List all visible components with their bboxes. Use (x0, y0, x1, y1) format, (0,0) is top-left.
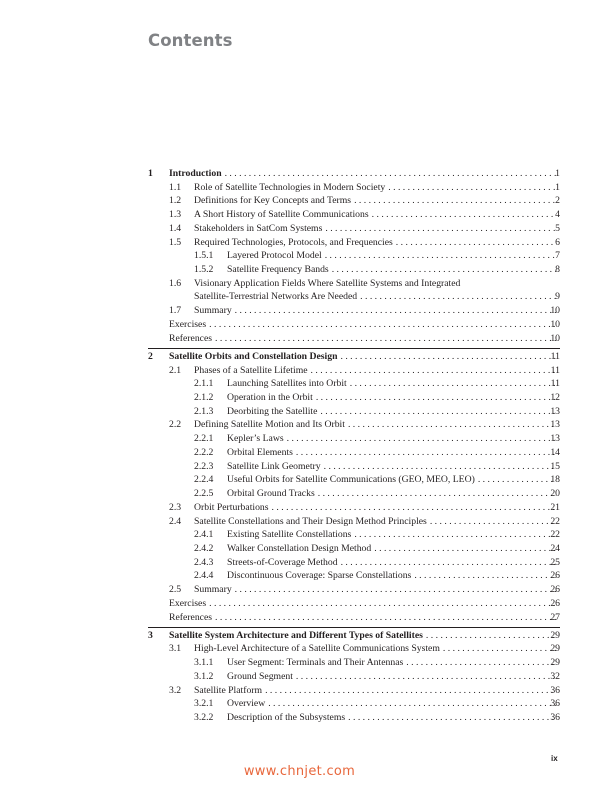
toc-entry[interactable] (0, 697, 599, 711)
toc-entry-page: 27 (550, 611, 560, 623)
dot-leader (320, 405, 556, 419)
toc-entry[interactable] (0, 391, 599, 405)
dot-leader (209, 318, 556, 332)
toc-entry-title: Required Technologies, Protocols, and Frequencies (194, 236, 393, 248)
toc-entry-number: 2.5 (169, 584, 182, 596)
toc-entry[interactable] (0, 405, 599, 419)
toc-entry-number: 2.1 (169, 364, 182, 376)
toc-entry[interactable] (0, 277, 599, 291)
toc-entry-number: 3.1.2 (194, 670, 214, 682)
toc-entry-number: 3.2.1 (194, 698, 214, 710)
dot-leader (287, 432, 556, 446)
toc-entry-title: References (169, 332, 213, 344)
toc-entry[interactable] (0, 208, 599, 222)
dot-leader (265, 684, 556, 698)
toc-entry[interactable] (0, 236, 599, 250)
toc-entry-title: Definitions for Key Concepts and Terms (194, 195, 352, 207)
dot-leader (215, 332, 556, 346)
toc-entry-number: 2.1.3 (194, 405, 214, 417)
toc-entry-title: A Short History of Satellite Communications (194, 209, 369, 221)
toc-entry-page: 25 (550, 556, 560, 568)
toc-entry-number: 1.5.1 (194, 250, 214, 262)
toc-chapter-entry[interactable] (0, 167, 599, 181)
dot-leader (235, 583, 556, 597)
toc-entry[interactable] (0, 711, 599, 725)
toc-entry-page: 10 (550, 332, 560, 344)
toc-entry-number: 3 (148, 629, 153, 641)
toc-entry[interactable] (0, 364, 599, 378)
toc-entry-title: Orbital Elements (227, 446, 293, 458)
toc-entry-page: 4 (555, 209, 560, 221)
toc-entry-page: 26 (550, 597, 560, 609)
toc-entry-number: 2.3 (169, 501, 182, 513)
toc-entry-number: 1.4 (169, 222, 182, 234)
dot-leader (311, 364, 556, 378)
toc-entry-page: 5 (555, 222, 560, 234)
toc-entry[interactable] (0, 670, 599, 684)
toc-entry[interactable] (0, 432, 599, 446)
dot-leader (324, 460, 556, 474)
toc-entry-title: Satellite-Terrestrial Networks Are Needed (194, 291, 358, 303)
toc-entry[interactable] (0, 583, 599, 597)
dot-leader (332, 263, 556, 277)
toc-entry-page: 13 (550, 405, 560, 417)
toc-entry-title: Introduction (169, 168, 222, 179)
dot-leader (348, 418, 556, 432)
toc-entry-page: 22 (550, 529, 560, 541)
toc-entry[interactable] (0, 473, 599, 487)
toc-entry[interactable] (0, 656, 599, 670)
toc-entry-title: User Segment: Terminals and Their Antennas (227, 657, 404, 669)
dot-leader (443, 642, 556, 656)
toc-entry-page: 13 (550, 433, 560, 445)
toc-entry[interactable] (0, 556, 599, 570)
dot-leader (296, 446, 556, 460)
toc-entry-title: Orbit Perturbations (194, 501, 269, 513)
toc-entry-page: 24 (550, 542, 560, 554)
toc-entry-number: 2.1.2 (194, 392, 214, 404)
toc-entry-number: 3.1 (169, 643, 182, 655)
toc-entry-number: 2.4.4 (194, 570, 214, 582)
dot-leader (406, 656, 556, 670)
toc-entry-title: Stakeholders in SatCom Systems (194, 222, 323, 234)
toc-entry-page: 11 (550, 350, 560, 362)
toc-entry[interactable] (0, 460, 599, 474)
toc-entry-page: 29 (550, 643, 560, 655)
toc-entry-page: 12 (550, 392, 560, 404)
toc-entry[interactable] (0, 263, 599, 277)
dot-leader (235, 304, 556, 318)
toc-entry-number: 2.2.5 (194, 488, 214, 500)
toc-entry-number: 2.4.3 (194, 556, 214, 568)
page-number: ix (551, 754, 558, 763)
toc-entry-title: Role of Satellite Technologies in Modern Society (194, 181, 386, 193)
dot-leader (430, 515, 556, 529)
toc-entry-title: Defining Satellite Motion and Its Orbit (194, 419, 345, 431)
toc-entry-page: 11 (550, 364, 560, 376)
dot-leader (372, 208, 556, 222)
toc-entry-title: Walker Constellation Design Method (227, 542, 372, 554)
toc-entry-page: 10 (550, 305, 560, 317)
toc-entry-title: Exercises (169, 597, 207, 609)
toc-entry[interactable] (0, 501, 599, 515)
dot-leader (209, 597, 556, 611)
toc-entry-page: 6 (555, 236, 560, 248)
toc-entry-title: Summary (194, 584, 232, 596)
toc-entry[interactable] (0, 377, 599, 391)
toc-entry-number: 1.1 (169, 181, 182, 193)
toc-entry-number: 2.2.1 (194, 433, 214, 445)
toc-entry-title: Ground Segment (227, 670, 293, 682)
toc-entry-number: 2.2.2 (194, 446, 214, 458)
toc-entry-title: Visionary Application Fields Where Satellite Systems and Integrated (194, 277, 461, 289)
toc-entry-number: 2.4.1 (194, 529, 214, 541)
toc-entry-number: 1 (148, 168, 153, 179)
dot-leader (354, 528, 556, 542)
toc-entry[interactable] (0, 446, 599, 460)
dot-leader (396, 236, 556, 250)
toc-entry-title: Satellite Link Geometry (227, 460, 321, 472)
toc-chapter-entry[interactable] (0, 350, 599, 364)
toc-entry-title: Exercises (169, 318, 207, 330)
toc-entry-page: 11 (550, 378, 560, 390)
toc-entry-page: 20 (550, 488, 560, 500)
toc-entry[interactable] (0, 418, 599, 432)
toc-entry-title: Deorbiting the Satellite (227, 405, 318, 417)
toc-entry-page: 9 (555, 291, 560, 303)
chapter-divider (148, 627, 560, 628)
toc-entry-number: 2 (148, 350, 153, 362)
toc-entry-page: 26 (550, 570, 560, 582)
toc-entry-page: 36 (550, 698, 560, 710)
page-title: Contents (148, 31, 233, 50)
toc-entry-title: Streets-of-Coverage Method (227, 556, 338, 568)
dot-leader (272, 501, 556, 515)
toc-entry-page: 21 (550, 501, 560, 513)
chapter-divider (148, 348, 560, 349)
toc-entry[interactable] (0, 569, 599, 583)
toc-entry[interactable] (0, 222, 599, 236)
dot-leader (374, 542, 556, 556)
toc-entry-title: Phases of a Satellite Lifetime (194, 364, 308, 376)
toc-entry-title: High-Level Architecture of a Satellite Communications System (194, 643, 440, 655)
toc-entry-title: Satellite Frequency Bands (227, 264, 329, 276)
toc-entry-number: 1.7 (169, 305, 182, 317)
toc-entry-title: Operation in the Orbit (227, 392, 313, 404)
toc-entry-number: 2.2 (169, 419, 182, 431)
toc-entry-number: 2.4 (169, 515, 182, 527)
toc-entry-page: 8 (555, 264, 560, 276)
toc-entry-title: Overview (227, 698, 266, 710)
toc-entry-page: 1 (555, 181, 560, 193)
toc-entry-page: 29 (550, 629, 560, 641)
toc-entry[interactable] (0, 642, 599, 656)
dot-leader (348, 711, 556, 725)
dot-leader (354, 194, 556, 208)
toc-entry-page: 18 (550, 474, 560, 486)
toc-entry-number: 2.2.3 (194, 460, 214, 472)
dot-leader (325, 249, 556, 263)
toc-entry[interactable] (0, 332, 599, 346)
toc-entry-title: Satellite Orbits and Constellation Design (169, 350, 338, 362)
toc-entry-title: Existing Satellite Constellations (227, 529, 352, 541)
toc-entry[interactable] (0, 194, 599, 208)
toc-entry-title: Summary (194, 305, 232, 317)
dot-leader (316, 391, 556, 405)
dot-leader (478, 473, 556, 487)
dot-leader (414, 569, 556, 583)
toc-entry-page: 36 (550, 712, 560, 724)
toc-entry-title: References (169, 611, 213, 623)
toc-entry[interactable] (0, 487, 599, 501)
toc-entry-number: 2.4.2 (194, 542, 214, 554)
dot-leader (341, 556, 556, 570)
toc-entry-title: Kepler’s Laws (227, 433, 284, 445)
toc-entry-page: 36 (550, 684, 560, 696)
toc-entry-page: 1 (555, 168, 560, 179)
toc-entry[interactable] (0, 515, 599, 529)
dot-leader (325, 222, 556, 236)
toc-entry-page: 2 (555, 195, 560, 207)
toc-entry-page: 26 (550, 584, 560, 596)
toc-entry-number: 3.1.1 (194, 657, 214, 669)
toc-entry-number: 1.6 (169, 277, 182, 289)
dot-leader (426, 629, 556, 643)
toc-entry-page: 7 (555, 250, 560, 262)
toc-entry-number: 1.5 (169, 236, 182, 248)
toc-entry-page: 14 (550, 446, 560, 458)
dot-leader (340, 350, 556, 364)
toc-entry[interactable] (0, 597, 599, 611)
dot-leader (215, 611, 556, 625)
toc-entry[interactable] (0, 318, 599, 332)
toc-entry[interactable] (0, 290, 599, 304)
toc-entry[interactable] (0, 684, 599, 698)
toc-entry-page: 32 (550, 670, 560, 682)
toc-entry[interactable] (0, 611, 599, 625)
toc-entry-page: 15 (550, 460, 560, 472)
toc-entry-page: 29 (550, 657, 560, 669)
toc-entry[interactable] (0, 304, 599, 318)
toc-entry-title: Satellite Platform (194, 684, 263, 696)
toc-entry-number: 2.1.1 (194, 378, 214, 390)
toc-entry-title: Launching Satellites into Orbit (227, 378, 347, 390)
toc-entry-title: Layered Protocol Model (227, 250, 322, 262)
toc-chapter-entry[interactable] (0, 629, 599, 643)
toc-entry[interactable] (0, 528, 599, 542)
toc-entry-number: 3.2 (169, 684, 182, 696)
toc-entry-number: 1.2 (169, 195, 182, 207)
toc-entry-number: 3.2.2 (194, 712, 214, 724)
dot-leader (225, 167, 556, 181)
toc-entry-page: 10 (550, 318, 560, 330)
toc-entry-number: 1.3 (169, 209, 182, 221)
toc-entry-title: Satellite System Architecture and Different Types of Satellites (169, 629, 423, 641)
dot-leader (360, 290, 556, 304)
toc-entry-title: Orbital Ground Tracks (227, 488, 315, 500)
toc-entry-title: Description of the Subsystems (227, 712, 346, 724)
toc-entry[interactable] (0, 249, 599, 263)
dot-leader (268, 697, 556, 711)
watermark: www.chnjet.com (243, 764, 356, 779)
toc-entry-number: 2.2.4 (194, 474, 214, 486)
toc-entry-page: 13 (550, 419, 560, 431)
toc-entry-title: Discontinuous Coverage: Sparse Constellations (227, 570, 412, 582)
toc-entry-page: 22 (550, 515, 560, 527)
toc-entry-title: Useful Orbits for Satellite Communications (GEO, MEO, LEO) (227, 474, 475, 486)
dot-leader (350, 377, 556, 391)
toc-entry[interactable] (0, 542, 599, 556)
dot-leader (296, 670, 556, 684)
dot-leader (388, 181, 556, 195)
toc-entry-title: Satellite Constellations and Their Design Method Principles (194, 515, 427, 527)
toc-entry-number: 1.5.2 (194, 264, 214, 276)
dot-leader (318, 487, 556, 501)
toc-entry[interactable] (0, 181, 599, 195)
